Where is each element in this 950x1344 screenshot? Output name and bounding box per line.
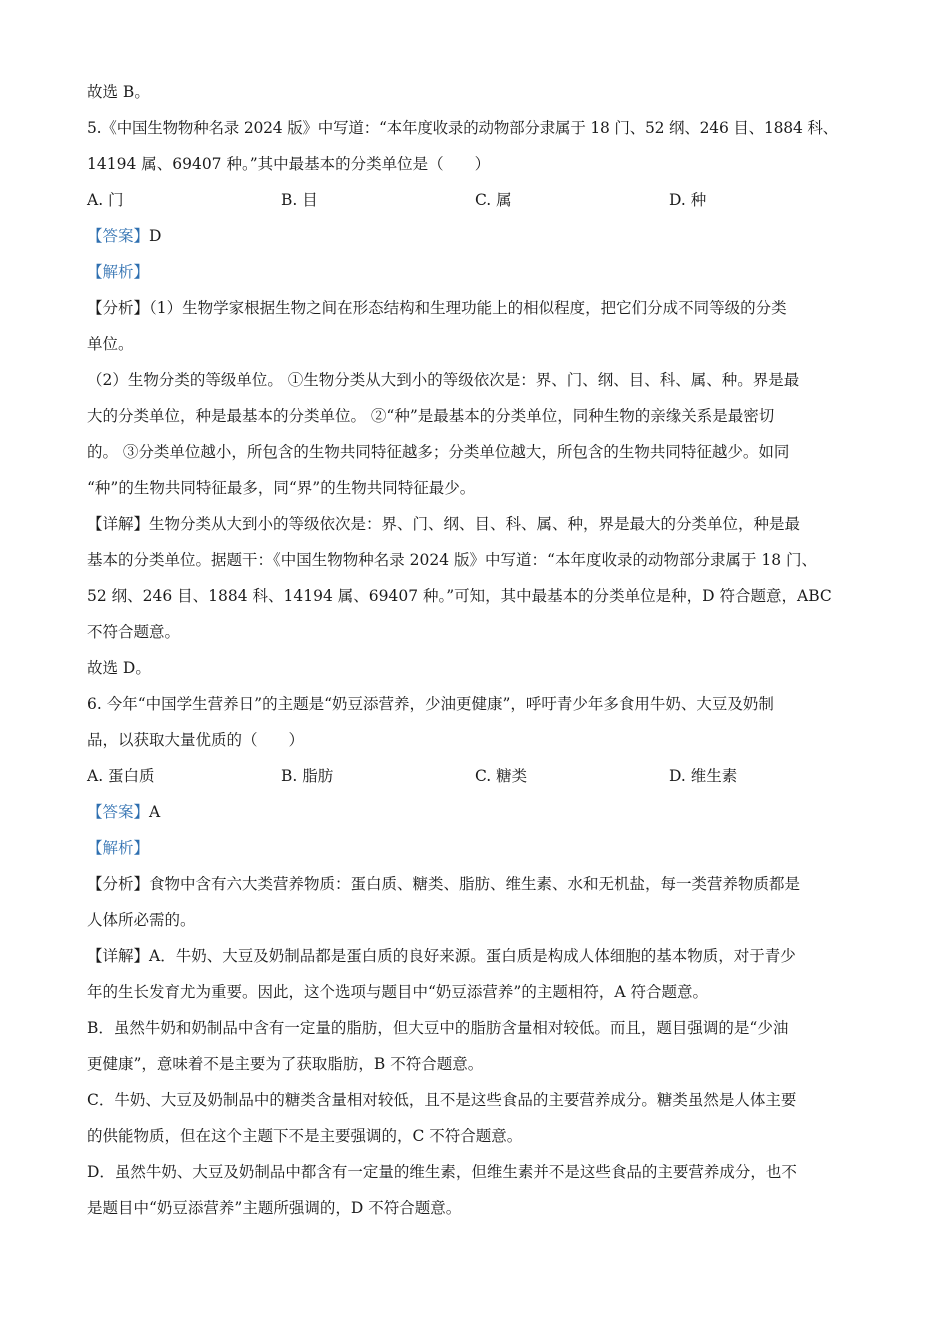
document-page [87,74,877,1226]
previous-conclusion: 故选 B。 [87,83,150,101]
q5-fenxi-line-5: 的。 ③分类单位越小，所包含的生物共同特征越多；分类单位越大，所包含的生物共同特征越少。如同 [87,443,790,461]
q5-fenxi-line-1 [87,290,877,326]
q6-options [87,758,877,794]
q5-xiangjie-line-4: 不符合题意。 [87,623,181,641]
q5-answer-value: D [149,227,162,245]
q5-analysis-heading [87,254,877,290]
q6-stem-line-1: 6. 今年“中国学生营养日”的主题是“奶豆添营养，少油更健康”，呼吁青少年多食用牛奶、大豆及奶制 [87,695,774,713]
q5-fenxi-line-4: 大的分类单位，种是最基本的分类单位。 ②“种”是最基本的分类单位，同种生物的亲缘关系是最密切 [87,407,775,425]
q6-xiangjie-text-1: A．牛奶、大豆及奶制品都是蛋白质的良好来源。蛋白质是构成人体细胞的基本物质，对于青少 [149,947,796,965]
q5-stem-line-1: 5.《中国生物物种名录 2024 版》中写道：“本年度收录的动物部分隶属于 18 门、52 纲、246 目、1884 科、 [87,119,838,137]
q5-xiangjie-line-1 [87,506,877,542]
q6-option-a: A. 蛋白质 [87,767,155,785]
q5-xiangjie-tag: 【详解】 [87,515,150,533]
q5-xiangjie-line-2: 基本的分类单位。据题干：《中国生物物种名录 2024 版》中写道：“本年度收录的动物部分隶属于 18 门、 [87,551,818,569]
q5-fenxi-line-2: 单位。 [87,335,134,353]
q6-answer-tag: 【答案】 [87,803,150,821]
q5-fenxi-line-3: （2）生物分类的等级单位。 ①生物分类从大到小的等级依次是：界、门、纲、目、科、属、种。界是最 [87,371,800,389]
q6-option-b: B. 脂肪 [281,767,334,785]
q6-xiangjie-line-6: 的供能物质，但在这个主题下不是主要强调的，C 不符合题意。 [87,1127,523,1145]
q5-fenxi-line-6: “种”的生物共同特征最多，同“界”的生物共同特征最少。 [87,479,476,497]
q5-option-a: A. 门 [87,191,124,209]
q6-analysis-heading [87,830,877,866]
q6-xiangjie-line-5: C．牛奶、大豆及奶制品中的糖类含量相对较低，且不是这些食品的主要营养成分。糖类虽然是人体主要 [87,1091,797,1109]
q5-option-c: C. 属 [475,191,512,209]
q6-analysis-tag: 【解析】 [87,839,150,857]
q5-fenxi-tag: 【分析】 [87,299,150,317]
q5-options [87,182,877,218]
q6-answer-value: A [149,803,161,821]
q5-xiangjie-text-1: 生物分类从大到小的等级依次是：界、门、纲、目、科、属、种，界是最大的分类单位，种是最 [149,515,801,533]
q5-xiangjie-line-3: 52 纲、246 目、1884 科、14194 属、69407 种。”可知，其中最基本的分类单位是种，D 符合题意，ABC [87,587,832,605]
q6-stem-line-2: 品，以获取大量优质的（ ） [87,731,305,749]
q6-option-d: D. 维生素 [669,767,738,785]
q5-stem-line-2: 14194 属、69407 种。”其中最基本的分类单位是（ ） [87,155,491,173]
q5-fenxi-text-1: （1）生物学家根据生物之间在形态结构和生理功能上的相似程度，把它们分成不同等级的分类 [149,299,787,317]
q6-answer [87,794,877,830]
q5-conclusion: 故选 D。 [87,659,151,677]
q6-option-c: C. 糖类 [475,767,528,785]
q6-fenxi-tag: 【分析】 [87,875,150,893]
q6-fenxi-line-1 [87,866,877,902]
q6-fenxi-text-1: 食物中含有六大类营养物质：蛋白质、糖类、脂肪、维生素、水和无机盐，每一类营养物质都是 [149,875,801,893]
q6-xiangjie-line-8: 是题目中“奶豆添营养”主题所强调的，D 不符合题意。 [87,1199,462,1217]
q6-xiangjie-line-2: 年的生长发育尤为重要。因此，这个选项与题目中“奶豆添营养”的主题相符，A 符合题意。 [87,983,708,1001]
q6-xiangjie-line-7: D．虽然牛奶、大豆及奶制品中都含有一定量的维生素，但维生素并不是这些食品的主要营养成分，也不 [87,1163,797,1181]
q5-option-d: D. 种 [669,191,707,209]
q6-xiangjie-line-1 [87,938,877,974]
q5-analysis-tag: 【解析】 [87,263,150,281]
q5-answer-tag: 【答案】 [87,227,150,245]
q6-xiangjie-line-4: 更健康”，意味着不是主要为了获取脂肪，B 不符合题意。 [87,1055,484,1073]
q5-option-b: B. 目 [281,191,318,209]
q5-answer [87,218,877,254]
q6-fenxi-line-2: 人体所必需的。 [87,911,196,929]
q6-xiangjie-line-3: B．虽然牛奶和奶制品中含有一定量的脂肪，但大豆中的脂肪含量相对较低。而且，题目强调的是“少油 [87,1019,789,1037]
q6-xiangjie-tag: 【详解】 [87,947,150,965]
